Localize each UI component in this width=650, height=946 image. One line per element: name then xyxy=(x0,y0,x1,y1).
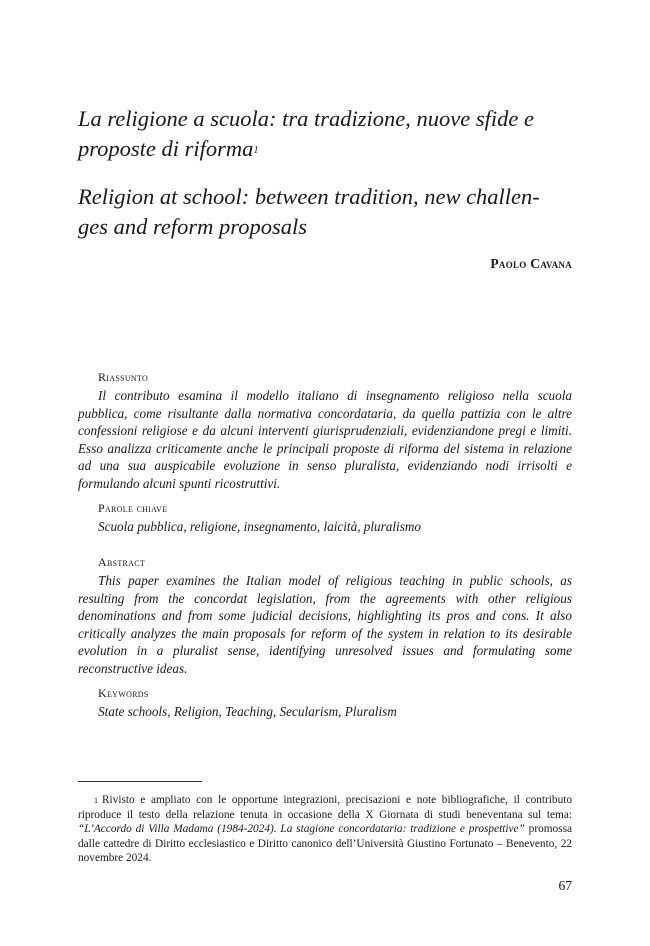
english-title-line-2: ges and reform proposals xyxy=(78,214,307,239)
footnote-divider xyxy=(78,781,202,782)
parole-chiave-text: Scuola pubblica, religione, insegnamento, laicità, pluralismo xyxy=(98,519,421,534)
footnote-marker: 1 xyxy=(253,145,259,156)
footnote-text-after: promossa dalle cattedre di Diritto ecclesiastico e Diritto canonico dell’Università Giustino Fortunato – Benevento, 22 novembre 2024. xyxy=(78,823,572,864)
riassunto-text: Il contributo esamina il modello italiano di insegnamento religioso nella scuola pubblica, come risultante dalla normativa concordataria, da quella pattizia con le altre confessioni religiose e da alcuni interventi giurisprudenziali, evidenziandone pregi e limiti. Esso analizza criticamente anche le principali proposte di riforma del sistema in relazione ad una sua auspicabile evoluzione in senso pluralista, evidenziando nodi irrisolti e formulando alcuni spunti ricostruttivi. xyxy=(78,388,572,491)
footnote xyxy=(78,793,572,866)
keywords-section xyxy=(98,685,572,721)
page-number: 67 xyxy=(558,878,572,893)
footnote-text-before: Rivisto e ampliato con le opportune integrazioni, precisazioni e note bibliografiche, il contributo riproduce il testo della relazione tenuta in occasione della X Giornata di studi beneventana sul tema: xyxy=(78,794,572,821)
abstract-text: This paper examines the Italian model of religious teaching in public schools, as resulting from the concordat legislation, from the agreements with other religious denominations and from some judicial decisions, highlighting its pros and cons. It also critically analyzes the main proposals for reform of the system in relation to its desirable evolution in a pluralist sense, identifying unresolved issues and formulating some reconstructive ideas. xyxy=(78,573,572,676)
footnote-text-italic: “L’Accordo di Villa Madama (1984-2024). La stagione concordataria: tradizione e prospettive” xyxy=(78,823,525,835)
riassunto-section xyxy=(78,369,572,492)
italian-title: La religione a scuola: tra tradizione, nuove sfide e proposte di riforma$^1$ xyxy=(78,106,534,161)
abstract-section xyxy=(78,554,572,677)
english-title xyxy=(78,182,578,242)
parole-chiave-section xyxy=(98,500,572,536)
footnote-number: 1 xyxy=(94,796,98,805)
keywords-label: Keywords xyxy=(98,686,149,700)
parole-chiave-label: Parole chiave xyxy=(98,501,168,515)
abstract-label: Abstract xyxy=(98,555,146,569)
english-title-line-1: Religion at school: between tradition, new challen- xyxy=(78,184,540,209)
keywords-text: State schools, Religion, Teaching, Secularism, Pluralism xyxy=(98,704,397,719)
author-name: Paolo Cavana xyxy=(490,256,572,271)
riassunto-label: Riassunto xyxy=(98,370,149,384)
